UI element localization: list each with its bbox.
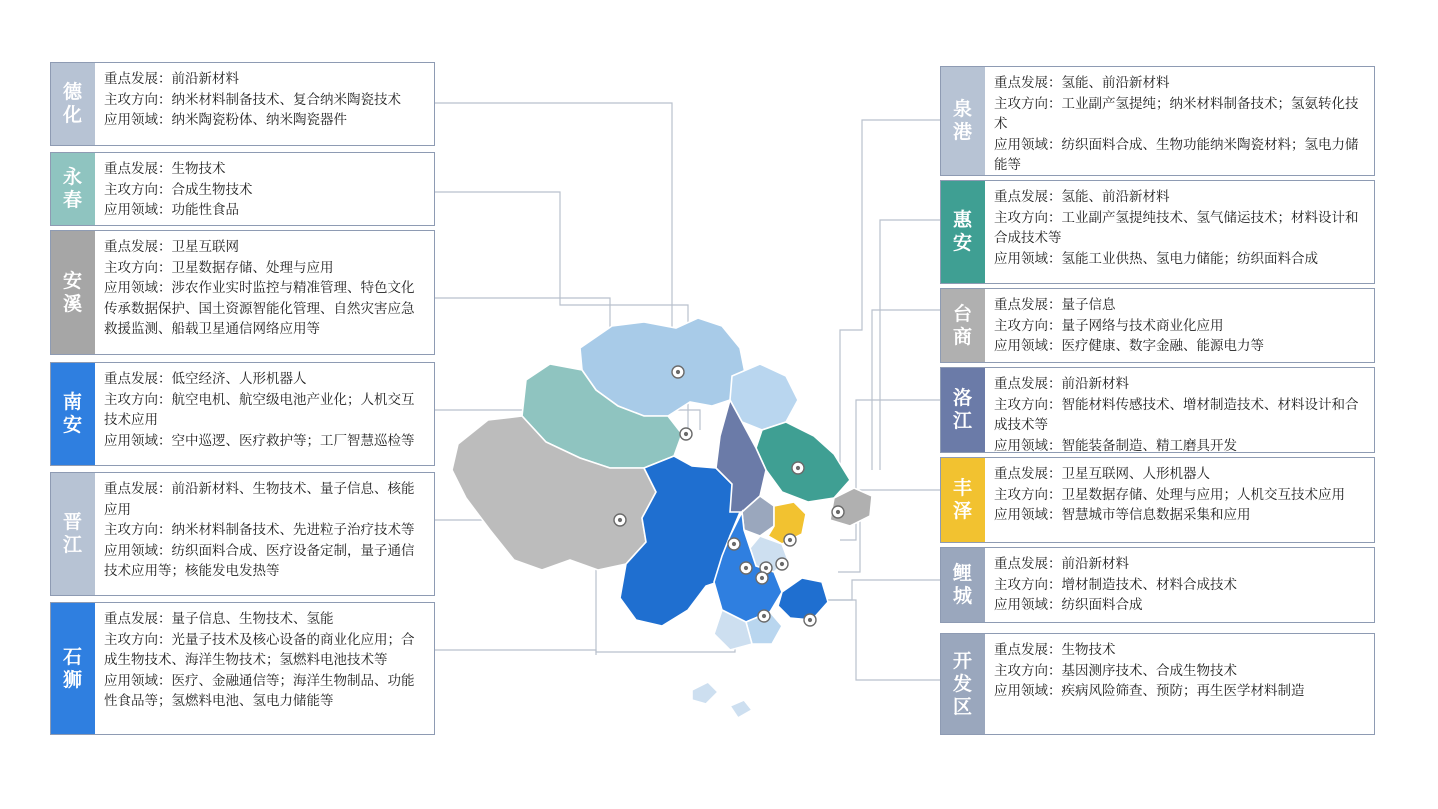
card-tab-label: 开发区 — [952, 650, 973, 718]
card-line-focus: 重点发展：氢能、前沿新材料 — [994, 75, 1170, 90]
card-line-direction: 主攻方向：工业副产氢提纯；纳米材料制备技术；氢氨转化技术 — [994, 95, 1359, 131]
card-tab-label: 洛江 — [952, 388, 973, 432]
card-fengze[interactable] — [940, 457, 1375, 543]
card-tab-label: 泉港 — [952, 99, 973, 143]
card-line-direction: 主攻方向：卫星数据存储、处理与应用；人机交互技术应用 — [994, 486, 1345, 502]
card-body-jinjiang — [95, 473, 434, 595]
card-kaifaqu[interactable] — [940, 633, 1375, 735]
card-body-kaifaqu — [985, 634, 1374, 734]
card-line-direction: 主攻方向：光量子技术及核心设备的商业化应用；合成生物技术、海洋生物技术；氢燃料电池技术等 — [104, 631, 415, 667]
card-line-focus: 重点发展：量子信息、生物技术、氢能 — [104, 611, 334, 626]
card-line-focus: 重点发展：卫星互联网、人形机器人 — [994, 466, 1210, 481]
card-dehua[interactable] — [50, 62, 435, 146]
card-tab-yongchun — [51, 153, 95, 225]
card-taishang[interactable] — [940, 288, 1375, 363]
card-tab-kaifaqu — [941, 634, 985, 734]
region-island-b — [730, 700, 752, 718]
card-tab-taishang — [941, 289, 985, 362]
card-tab-fengze — [941, 458, 985, 542]
card-tab-quangang — [941, 67, 985, 175]
card-line-direction: 主攻方向：合成生物技术 — [104, 181, 253, 197]
card-tab-label: 石狮 — [62, 646, 83, 691]
card-tab-label: 惠安 — [952, 210, 973, 254]
card-line-focus: 重点发展：量子信息 — [994, 297, 1116, 312]
card-body-luojiang — [985, 368, 1374, 452]
card-line-application: 应用领域：空中巡逻、医疗救护等；工厂智慧巡检等 — [104, 432, 415, 448]
card-tab-label: 鲤城 — [952, 563, 973, 607]
card-tab-label: 台商 — [952, 303, 973, 348]
card-line-focus: 重点发展：前沿新材料 — [104, 71, 239, 86]
quanzhou-district-map — [430, 230, 990, 750]
card-line-direction: 主攻方向：纳米材料制备技术、复合纳米陶瓷技术 — [104, 91, 401, 107]
card-line-application: 应用领域：纺织面料合成、生物功能纳米陶瓷材料；氢电力储能等 — [994, 136, 1359, 172]
card-jinjiang[interactable] — [50, 472, 435, 596]
card-tab-shishi — [51, 603, 95, 734]
card-line-application: 应用领域：纺织面料合成、医疗设备定制，量子通信技术应用等；核能发电发热等 — [104, 542, 415, 578]
card-line-application: 应用领域：疾病风险筛查、预防；再生医学材料制造 — [994, 683, 1305, 698]
card-quangang[interactable] — [940, 66, 1375, 176]
region-shishi — [778, 578, 828, 620]
card-line-application: 应用领域：功能性食品 — [104, 202, 239, 217]
card-body-dehua — [95, 63, 434, 145]
card-body-licheng — [985, 548, 1374, 622]
card-shishi[interactable] — [50, 602, 435, 735]
card-line-focus: 重点发展：生物技术 — [104, 161, 226, 176]
card-tab-label: 安溪 — [62, 270, 83, 315]
card-tab-licheng — [941, 548, 985, 622]
card-line-direction: 主攻方向：基因测序技术、合成生物技术 — [994, 662, 1237, 678]
card-body-yongchun — [95, 153, 434, 225]
card-body-huian — [985, 181, 1374, 283]
card-tab-label: 晋江 — [62, 512, 83, 556]
card-nanan[interactable] — [50, 362, 435, 466]
card-line-direction: 主攻方向：增材制造技术、材料合成技术 — [994, 576, 1237, 592]
card-line-application: 应用领域：智能装备制造、精工磨具开发 — [994, 437, 1237, 453]
card-tab-label: 德化 — [62, 82, 83, 126]
card-line-application: 应用领域：医疗、金融通信等；海洋生物制品、功能性食品等；氢燃料电池、氢电力储能等 — [104, 672, 415, 708]
card-licheng[interactable] — [940, 547, 1375, 623]
card-line-application: 应用领域：氢能工业供热、氢电力储能；纺织面料合成 — [994, 250, 1318, 266]
card-body-quangang — [985, 67, 1374, 175]
card-line-application: 应用领域：涉农作业实时监控与精准管理、特色文化传承数据保护、国土资源智能化管理、自然灾害应急救援监测、船载卫星通信网络应用等 — [104, 280, 415, 336]
card-tab-dehua — [51, 63, 95, 145]
card-line-application: 应用领域：智慧城市等信息数据采集和应用 — [994, 507, 1251, 522]
card-line-focus: 重点发展：生物技术 — [994, 642, 1116, 657]
card-line-focus: 重点发展：前沿新材料 — [994, 376, 1129, 391]
card-tab-huian — [941, 181, 985, 283]
card-tab-luojiang — [941, 368, 985, 452]
card-line-application: 应用领域：纳米陶瓷粉体、纳米陶瓷器件 — [104, 112, 347, 127]
card-line-application: 应用领域：纺织面料合成 — [994, 597, 1143, 612]
card-tab-anxi — [51, 231, 95, 354]
card-line-direction: 主攻方向：纳米材料制备技术、先进粒子治疗技术等 — [104, 522, 415, 537]
card-line-focus: 重点发展：前沿新材料 — [994, 556, 1129, 571]
card-line-direction: 主攻方向：航空电机、航空级电池产业化；人机交互技术应用 — [104, 391, 415, 427]
card-tab-nanan — [51, 363, 95, 465]
card-body-shishi — [95, 603, 434, 734]
card-line-direction: 主攻方向：量子网络与技术商业化应用 — [994, 317, 1224, 333]
card-body-anxi — [95, 231, 434, 354]
card-line-focus: 重点发展：低空经济、人形机器人 — [104, 371, 307, 386]
card-tab-label: 丰泽 — [952, 478, 973, 522]
card-yongchun[interactable] — [50, 152, 435, 226]
card-tab-label: 永春 — [62, 167, 83, 211]
card-body-fengze — [985, 458, 1374, 542]
card-body-nanan — [95, 363, 434, 465]
card-line-focus: 重点发展：卫星互联网 — [104, 239, 239, 254]
card-line-direction: 主攻方向：智能材料传感技术、增材制造技术、材料设计和合成技术等 — [994, 396, 1359, 432]
card-line-direction: 主攻方向：工业副产氢提纯技术、氢气储运技术；材料设计和合成技术等 — [994, 209, 1359, 245]
card-anxi[interactable] — [50, 230, 435, 355]
card-line-focus: 重点发展：前沿新材料、生物技术、量子信息、核能应用 — [104, 481, 415, 517]
region-island-a — [692, 682, 718, 704]
card-huian[interactable] — [940, 180, 1375, 284]
card-line-application: 应用领域：医疗健康、数字金融、能源电力等 — [994, 338, 1264, 353]
card-tab-label: 南安 — [62, 392, 83, 436]
card-body-taishang — [985, 289, 1374, 362]
card-luojiang[interactable] — [940, 367, 1375, 453]
card-line-direction: 主攻方向：卫星数据存储、处理与应用 — [104, 259, 334, 275]
region-huian — [756, 422, 850, 502]
card-tab-jinjiang — [51, 473, 95, 595]
card-line-focus: 重点发展：氢能、前沿新材料 — [994, 189, 1170, 204]
